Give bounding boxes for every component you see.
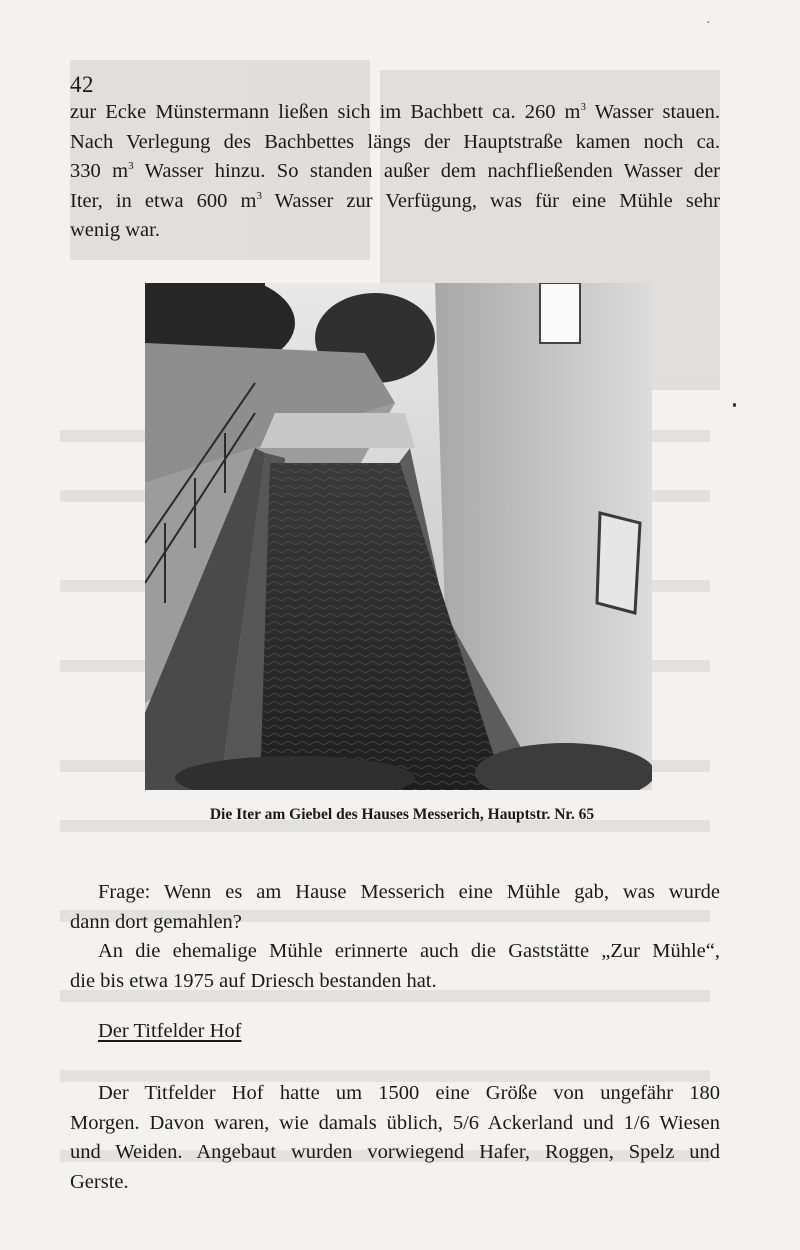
text-line: An die ehemalige Mühle erinnerte auch die Gaststätte „Zur Mühle“,: [98, 940, 720, 962]
text-line: zur Ecke Münstermann ließen sich im Bachbett ca. 260 $m^3$ Wasser stauen.: [70, 101, 720, 123]
paragraph-question: [70, 878, 720, 937]
text-line: Iter, in etwa 600 $m^3$ Wasser zur Verfügung, was für eine Mühle sehr: [70, 189, 720, 212]
figure-caption: Die Iter am Giebel des Hauses Messerich, Hauptstr. Nr. 65: [209, 806, 595, 823]
text-line: dann dort gemahlen?: [70, 910, 242, 933]
paragraph-titfelder-hof: [70, 1079, 720, 1197]
text-line: Morgen. Davon waren, wie damals üblich, 5/6 Ackerland und 1/6 Wiesen: [70, 1111, 720, 1134]
text-line: Frage: Wenn es am Hause Messerich eine Mühle gab, was wurde: [98, 881, 720, 903]
text-line: 330 $m^3$ Wasser hinzu. So standen außer dem nachfließenden Wasser der: [70, 160, 720, 182]
text-line: die bis etwa 1975 auf Driesch bestanden hat.: [70, 969, 437, 992]
text-line: und Weiden. Angebaut wurden vorwiegend Hafer, Roggen, Spelz und: [70, 1141, 720, 1163]
page-number: 42: [70, 72, 94, 97]
text-line: Gerste.: [70, 1170, 129, 1193]
text-line: Der Titfelder Hof hatte um 1500 eine Größe von ungefähr 180: [98, 1082, 720, 1104]
section-heading: Der Titfelder Hof: [98, 1020, 242, 1042]
margin-speck: [733, 403, 736, 407]
corner-mark: ·: [706, 16, 711, 31]
paragraph-inn-zur-muehle: [70, 937, 720, 996]
text-line: wenig war.: [70, 219, 160, 241]
photo-iter-at-messerich-house: [145, 283, 652, 790]
text-line: Nach Verlegung des Bachbettes längs der Hauptstraße kamen noch ca.: [70, 130, 720, 153]
paragraph-water-storage: [70, 98, 720, 246]
